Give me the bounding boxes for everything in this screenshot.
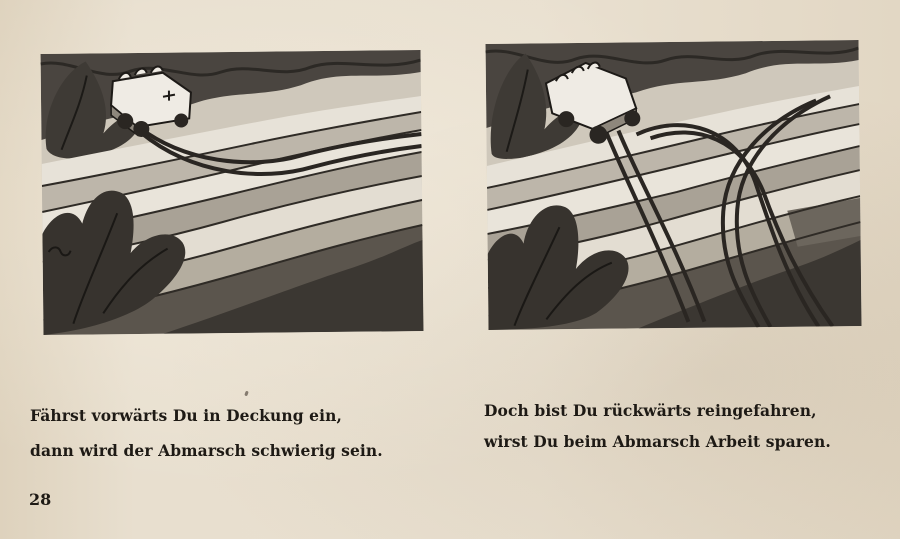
left-caption-line-2: dann wird der Abmarsch schwierig sein. xyxy=(30,441,383,460)
illustration-reversed-into-cover xyxy=(486,40,862,330)
page-number: 28 xyxy=(29,490,52,509)
right-caption-line-1: Doch bist Du rückwärts reingefahren, xyxy=(484,401,817,420)
paper-speck xyxy=(244,391,249,397)
illustration-forward-into-cover-drawing xyxy=(41,50,424,335)
illustration-reversed-into-cover-drawing xyxy=(486,40,862,330)
left-caption-line-1: Fährst vorwärts Du in Deckung ein, xyxy=(30,406,342,425)
illustration-forward-into-cover xyxy=(41,50,424,335)
right-caption-line-2: wirst Du beim Abmarsch Arbeit sparen. xyxy=(484,432,831,451)
